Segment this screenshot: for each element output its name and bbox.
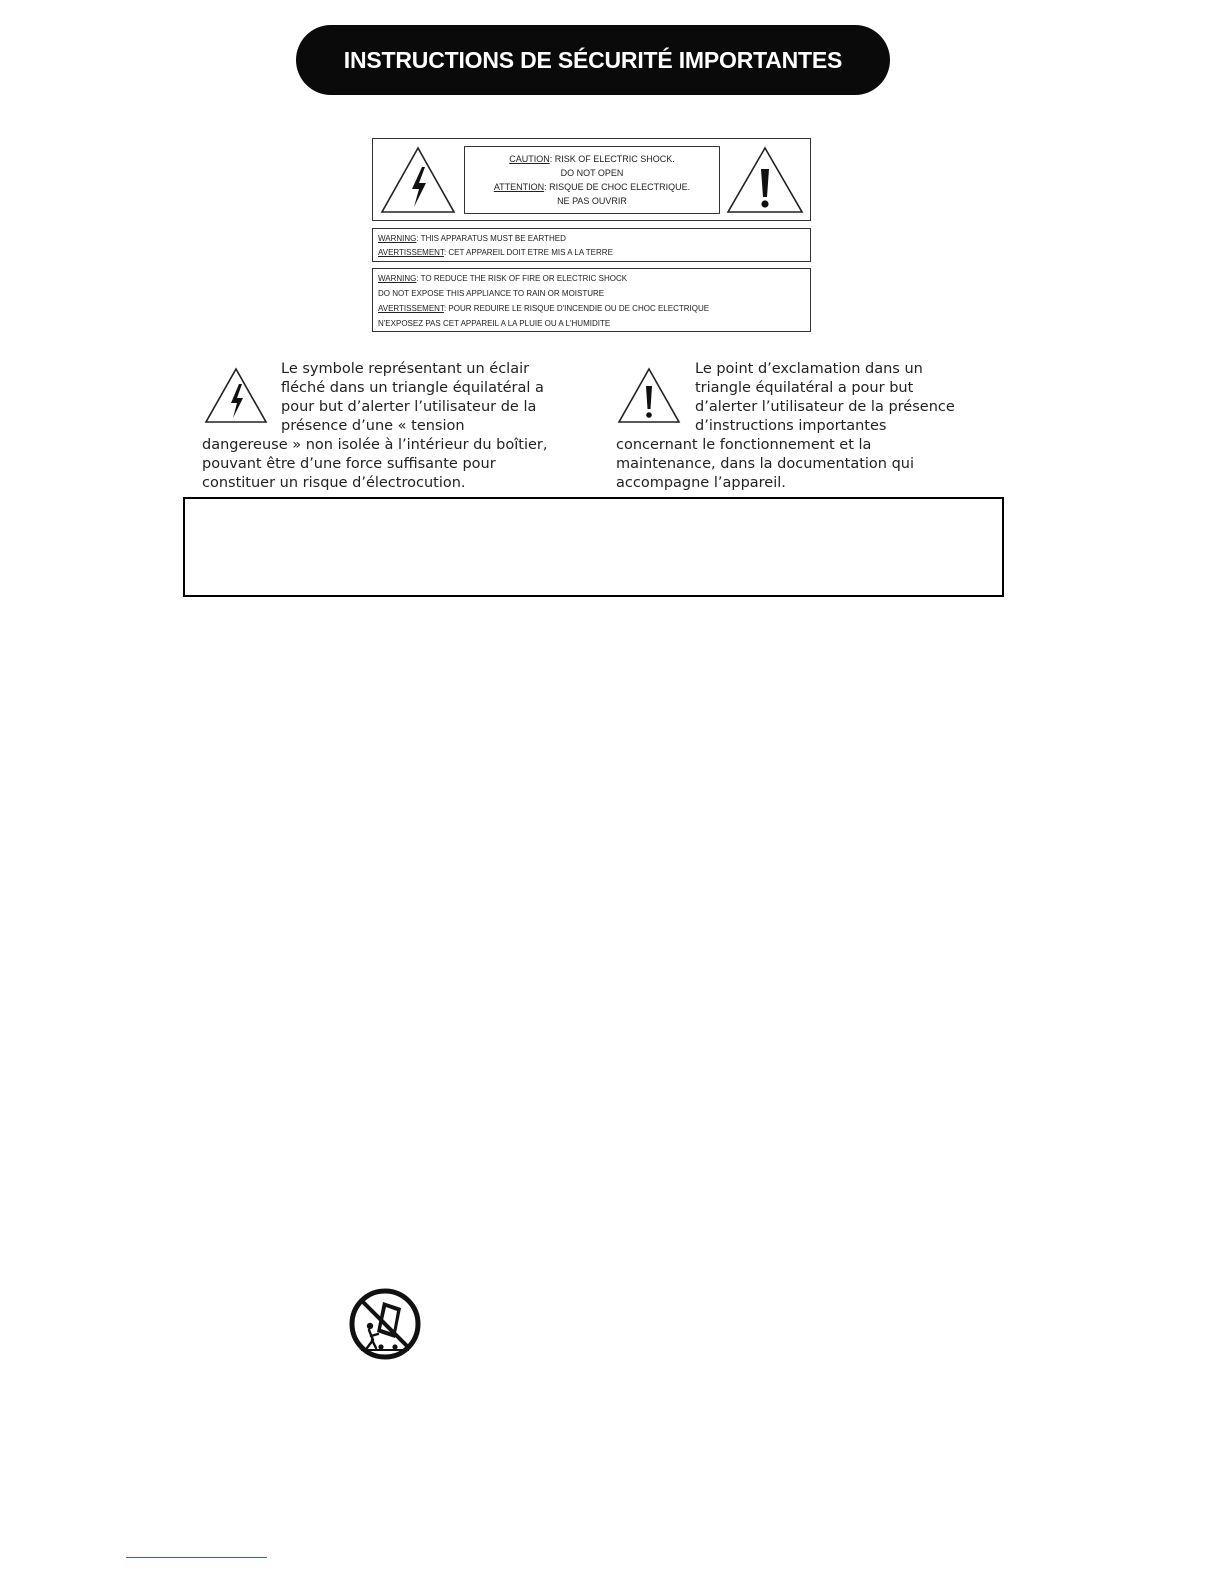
exclamation-text-line: d’instructions importantes	[695, 418, 887, 434]
empty-notice-frame	[183, 497, 1004, 597]
fire-avertissement-line-2: N'EXPOSEZ PAS CET APPAREIL A LA PLUIE OU A L'HUMIDITE	[378, 319, 611, 328]
exclamation-triangle-icon	[725, 145, 805, 215]
attention-line-2: NE PAS OUVRIR	[557, 196, 627, 206]
fire-avertissement-line: AVERTISSEMENT: POUR REDUIRE LE RISQUE D'INCENDIE OU DE CHOC ELECTRIQUE	[378, 304, 710, 313]
exclamation-text-line: d’alerter l’utilisateur de la présence	[695, 399, 955, 415]
lightning-text-line: dangereuse » non isolée à l’intérieur du boîtier,	[202, 437, 548, 453]
lightning-text-line: fléché dans un triangle équilatéral a	[281, 380, 544, 396]
attention-line: ATTENTION: RISQUE DE CHOC ELECTRIQUE.	[493, 182, 691, 192]
earth-avertissement-line: AVERTISSEMENT: CET APPAREIL DOIT ETRE MIS A LA TERRE	[378, 248, 613, 257]
earth-warning-line: WARNING: THIS APPARATUS MUST BE EARTHED	[378, 234, 566, 243]
earth-warning-box	[372, 228, 811, 262]
exclamation-triangle-icon	[617, 367, 681, 425]
exclamation-text-line: Le point d’exclamation dans un	[695, 361, 923, 377]
lightning-triangle-icon	[379, 145, 457, 215]
page-title	[296, 25, 890, 95]
no-cart-tip-over-icon	[349, 1288, 421, 1360]
caution-text-box	[464, 146, 720, 214]
fire-warning-line: WARNING: TO REDUCE THE RISK OF FIRE OR ELECTRIC SHOCK	[378, 274, 628, 283]
lightning-text-line: présence d’une « tension	[281, 418, 465, 434]
exclamation-text-line: maintenance, dans la documentation qui	[616, 456, 915, 472]
lightning-text-line: pour but d’alerter l’utilisateur de la	[281, 399, 537, 415]
lightning-text-line: constituer un risque d’électrocution.	[202, 475, 466, 491]
fire-warning-line-2: DO NOT EXPOSE THIS APPLIANCE TO RAIN OR MOISTURE	[378, 289, 605, 298]
lightning-text-line: pouvant être d’une force suffisante pour	[202, 456, 496, 472]
footnote-rule	[126, 1557, 267, 1558]
page-title-text: INSTRUCTIONS DE SÉCURITÉ IMPORTANTES	[343, 46, 843, 73]
exclamation-text-line: triangle équilatéral a pour but	[695, 380, 914, 396]
caution-line-2: DO NOT OPEN	[560, 168, 624, 178]
exclamation-text-line: concernant le fonctionnement et la	[616, 437, 872, 453]
lightning-triangle-icon	[204, 367, 268, 425]
exclamation-text-line: accompagne l’appareil.	[616, 475, 786, 491]
caution-line: CAUTION: RISK OF ELECTRIC SHOCK.	[509, 154, 675, 164]
lightning-text-line: Le symbole représentant un éclair	[281, 361, 530, 377]
fire-warning-box	[372, 268, 811, 332]
